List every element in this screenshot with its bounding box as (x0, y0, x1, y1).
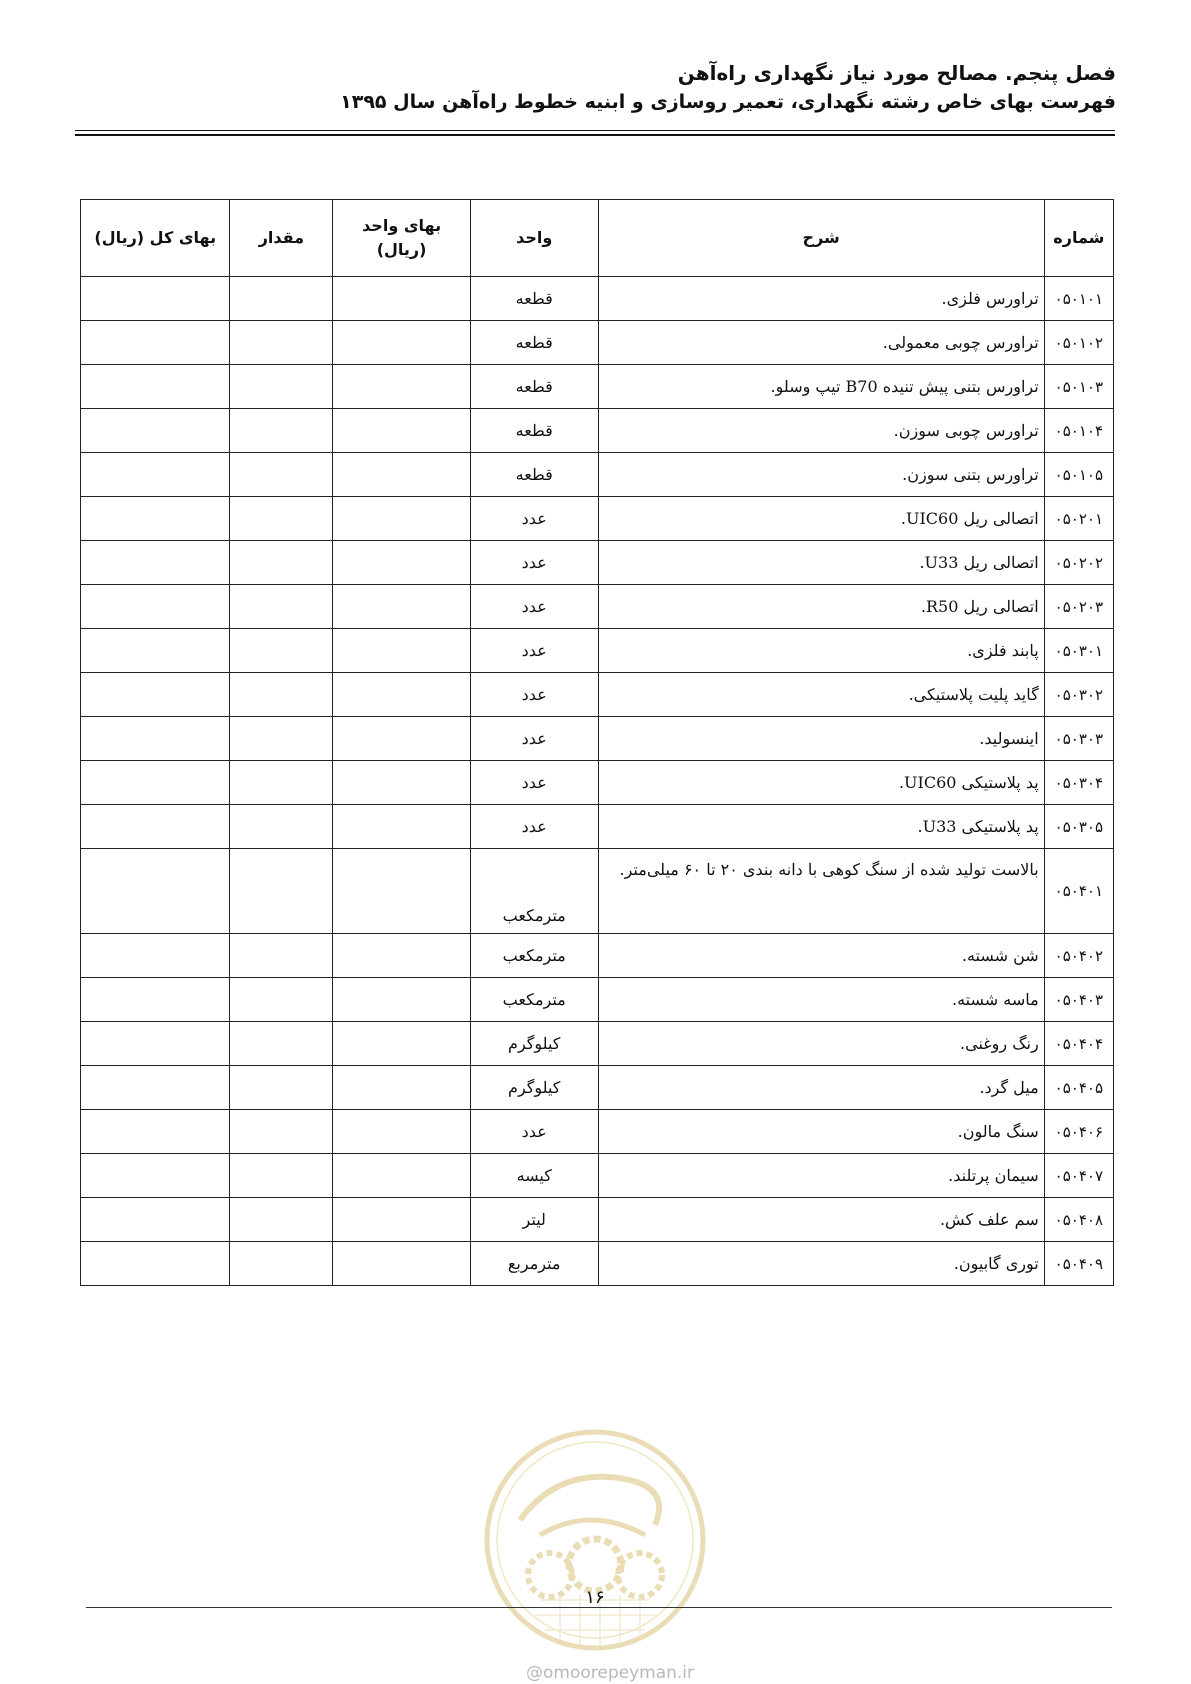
header-unit-price (333, 200, 471, 277)
row-description: بالاست تولید شده از سنگ کوهی با دانه بندی ۲۰ تا ۶۰ میلی‌متر. (598, 849, 1044, 934)
row-quantity (230, 761, 333, 805)
table-row (81, 453, 1114, 497)
table-row (81, 1110, 1114, 1154)
table-row (81, 717, 1114, 761)
row-unit-price (333, 717, 471, 761)
row-description: تراورس چوبی سوزن. (598, 409, 1044, 453)
table-row (81, 1198, 1114, 1242)
row-unit: لیتر (470, 1198, 598, 1242)
row-total-price (81, 1022, 230, 1066)
row-total-price (81, 409, 230, 453)
row-description: اتصالی ریل R50. (598, 585, 1044, 629)
row-unit: عدد (470, 629, 598, 673)
row-total-price (81, 761, 230, 805)
row-quantity (230, 934, 333, 978)
table-row (81, 761, 1114, 805)
row-unit: قطعه (470, 365, 598, 409)
row-quantity (230, 1022, 333, 1066)
row-total-price (81, 629, 230, 673)
table-row (81, 1022, 1114, 1066)
table-row (81, 673, 1114, 717)
row-code: ۰۵۰۴۰۶ (1044, 1110, 1113, 1154)
row-quantity (230, 409, 333, 453)
row-description: اینسولید. (598, 717, 1044, 761)
row-description: پد پلاستیکی UIC60. (598, 761, 1044, 805)
row-unit-price (333, 321, 471, 365)
row-quantity (230, 453, 333, 497)
row-quantity (230, 1198, 333, 1242)
row-unit: عدد (470, 1110, 598, 1154)
row-code: ۰۵۰۴۰۱ (1044, 849, 1113, 934)
row-unit-price (333, 1022, 471, 1066)
row-quantity (230, 717, 333, 761)
row-quantity (230, 541, 333, 585)
row-quantity (230, 1154, 333, 1198)
header-quantity: مقدار (230, 200, 333, 277)
table-row (81, 497, 1114, 541)
row-code: ۰۵۰۱۰۵ (1044, 453, 1113, 497)
row-total-price (81, 1198, 230, 1242)
row-description: پابند فلزی. (598, 629, 1044, 673)
row-unit-price (333, 1154, 471, 1198)
row-description: تراورس فلزی. (598, 277, 1044, 321)
table-row (81, 629, 1114, 673)
row-unit-price (333, 934, 471, 978)
table-body (81, 277, 1114, 1286)
row-code: ۰۵۰۴۰۹ (1044, 1242, 1113, 1286)
row-unit-price (333, 1066, 471, 1110)
row-unit-price (333, 1242, 471, 1286)
table-row (81, 365, 1114, 409)
row-code: ۰۵۰۲۰۳ (1044, 585, 1113, 629)
row-code: ۰۵۰۴۰۴ (1044, 1022, 1113, 1066)
row-description: توری گابیون. (598, 1242, 1044, 1286)
row-unit: قطعه (470, 409, 598, 453)
watermark-handle: @omoorepeyman.ir (525, 1663, 695, 1683)
row-total-price (81, 453, 230, 497)
row-total-price (81, 849, 230, 934)
row-unit-price (333, 849, 471, 934)
row-description: تراورس بتنی پیش تنیده B70 تیپ وسلو. (598, 365, 1044, 409)
row-description: رنگ روغنی. (598, 1022, 1044, 1066)
row-total-price (81, 1154, 230, 1198)
row-unit-price (333, 761, 471, 805)
row-code: ۰۵۰۱۰۳ (1044, 365, 1113, 409)
header-rule-thin (75, 130, 1115, 131)
row-unit-price (333, 453, 471, 497)
row-total-price (81, 1110, 230, 1154)
document-subtitle: فهرست بهای خاص رشته نگهداری، تعمیر روسازی و ابنیه خطوط راه‌آهن سال ۱۳۹۵ (340, 91, 1116, 113)
seal-watermark (480, 1425, 710, 1655)
table-row (81, 805, 1114, 849)
header-unit-price-label: بهای واحد (362, 216, 442, 235)
row-code: ۰۵۰۳۰۴ (1044, 761, 1113, 805)
row-unit-price (333, 805, 471, 849)
row-total-price (81, 1066, 230, 1110)
table-header-row (81, 200, 1114, 277)
row-quantity (230, 805, 333, 849)
row-quantity (230, 1242, 333, 1286)
row-total-price (81, 321, 230, 365)
table-row (81, 849, 1114, 934)
row-unit-price (333, 541, 471, 585)
table-row (81, 978, 1114, 1022)
row-unit-price (333, 365, 471, 409)
row-code: ۰۵۰۱۰۲ (1044, 321, 1113, 365)
row-description: گاید پلیت پلاستیکی. (598, 673, 1044, 717)
row-description: تراورس بتنی سوزن. (598, 453, 1044, 497)
row-code: ۰۵۰۱۰۴ (1044, 409, 1113, 453)
row-quantity (230, 1066, 333, 1110)
row-quantity (230, 497, 333, 541)
header-unit: واحد (470, 200, 598, 277)
page-number: ۱۶ (585, 1587, 605, 1608)
page-header (76, 58, 1116, 116)
row-quantity (230, 849, 333, 934)
header-code: شماره (1044, 200, 1113, 277)
row-total-price (81, 934, 230, 978)
row-quantity (230, 321, 333, 365)
row-unit-price (333, 585, 471, 629)
header-rule-thick (75, 134, 1115, 136)
row-unit: کیسه (470, 1154, 598, 1198)
row-code: ۰۵۰۴۰۸ (1044, 1198, 1113, 1242)
row-unit: عدد (470, 717, 598, 761)
row-quantity (230, 277, 333, 321)
header-unit-price-currency: (ریال) (376, 240, 427, 259)
table-row (81, 934, 1114, 978)
row-unit: قطعه (470, 453, 598, 497)
row-description: سیمان پرتلند. (598, 1154, 1044, 1198)
table-row (81, 1154, 1114, 1198)
row-description: میل گرد. (598, 1066, 1044, 1110)
row-quantity (230, 978, 333, 1022)
row-unit: مترمربع (470, 1242, 598, 1286)
row-unit: مترمکعب (470, 934, 598, 978)
table-row (81, 277, 1114, 321)
table-row (81, 541, 1114, 585)
row-code: ۰۵۰۲۰۱ (1044, 497, 1113, 541)
row-unit-price (333, 673, 471, 717)
row-description: ماسه شسته. (598, 978, 1044, 1022)
row-unit: عدد (470, 585, 598, 629)
row-code: ۰۵۰۴۰۵ (1044, 1066, 1113, 1110)
row-total-price (81, 1242, 230, 1286)
row-quantity (230, 629, 333, 673)
row-description: پد پلاستیکی U33. (598, 805, 1044, 849)
row-unit-price (333, 1198, 471, 1242)
row-unit: قطعه (470, 277, 598, 321)
row-code: ۰۵۰۴۰۳ (1044, 978, 1113, 1022)
row-total-price (81, 277, 230, 321)
chapter-title: فصل پنجم. مصالح مورد نیاز نگهداری راه‌آهن (677, 61, 1116, 85)
row-total-price (81, 978, 230, 1022)
row-unit-price (333, 978, 471, 1022)
row-unit: کیلوگرم (470, 1066, 598, 1110)
row-total-price (81, 365, 230, 409)
row-code: ۰۵۰۲۰۲ (1044, 541, 1113, 585)
row-unit-price (333, 277, 471, 321)
row-description: اتصالی ریل UIC60. (598, 497, 1044, 541)
row-code: ۰۵۰۳۰۲ (1044, 673, 1113, 717)
table-row (81, 1066, 1114, 1110)
row-code: ۰۵۰۳۰۵ (1044, 805, 1113, 849)
row-code: ۰۵۰۳۰۳ (1044, 717, 1113, 761)
row-total-price (81, 805, 230, 849)
table-row (81, 321, 1114, 365)
row-description: اتصالی ریل U33. (598, 541, 1044, 585)
row-code: ۰۵۰۴۰۷ (1044, 1154, 1113, 1198)
row-quantity (230, 673, 333, 717)
row-total-price (81, 717, 230, 761)
header-total-price: بهای کل (ریال) (81, 200, 230, 277)
row-unit-price (333, 1110, 471, 1154)
row-unit: عدد (470, 541, 598, 585)
row-description: شن شسته. (598, 934, 1044, 978)
row-unit: عدد (470, 497, 598, 541)
row-unit-price (333, 409, 471, 453)
row-code: ۰۵۰۱۰۱ (1044, 277, 1113, 321)
row-unit-price (333, 629, 471, 673)
row-unit: عدد (470, 805, 598, 849)
row-quantity (230, 365, 333, 409)
table-row (81, 1242, 1114, 1286)
row-description: سنگ مالون. (598, 1110, 1044, 1154)
row-unit: عدد (470, 673, 598, 717)
price-list-table (80, 199, 1114, 1286)
row-unit: مترمکعب (470, 849, 598, 934)
table-row (81, 409, 1114, 453)
row-quantity (230, 585, 333, 629)
row-unit: عدد (470, 761, 598, 805)
row-code: ۰۵۰۴۰۲ (1044, 934, 1113, 978)
row-code: ۰۵۰۳۰۱ (1044, 629, 1113, 673)
row-description: سم علف کش. (598, 1198, 1044, 1242)
table-row (81, 585, 1114, 629)
row-unit-price (333, 497, 471, 541)
header-description: شرح (598, 200, 1044, 277)
row-total-price (81, 497, 230, 541)
row-description: تراورس چوبی معمولی. (598, 321, 1044, 365)
row-unit: قطعه (470, 321, 598, 365)
row-total-price (81, 673, 230, 717)
row-quantity (230, 1110, 333, 1154)
row-total-price (81, 541, 230, 585)
row-unit: مترمکعب (470, 978, 598, 1022)
row-unit: کیلوگرم (470, 1022, 598, 1066)
row-total-price (81, 585, 230, 629)
